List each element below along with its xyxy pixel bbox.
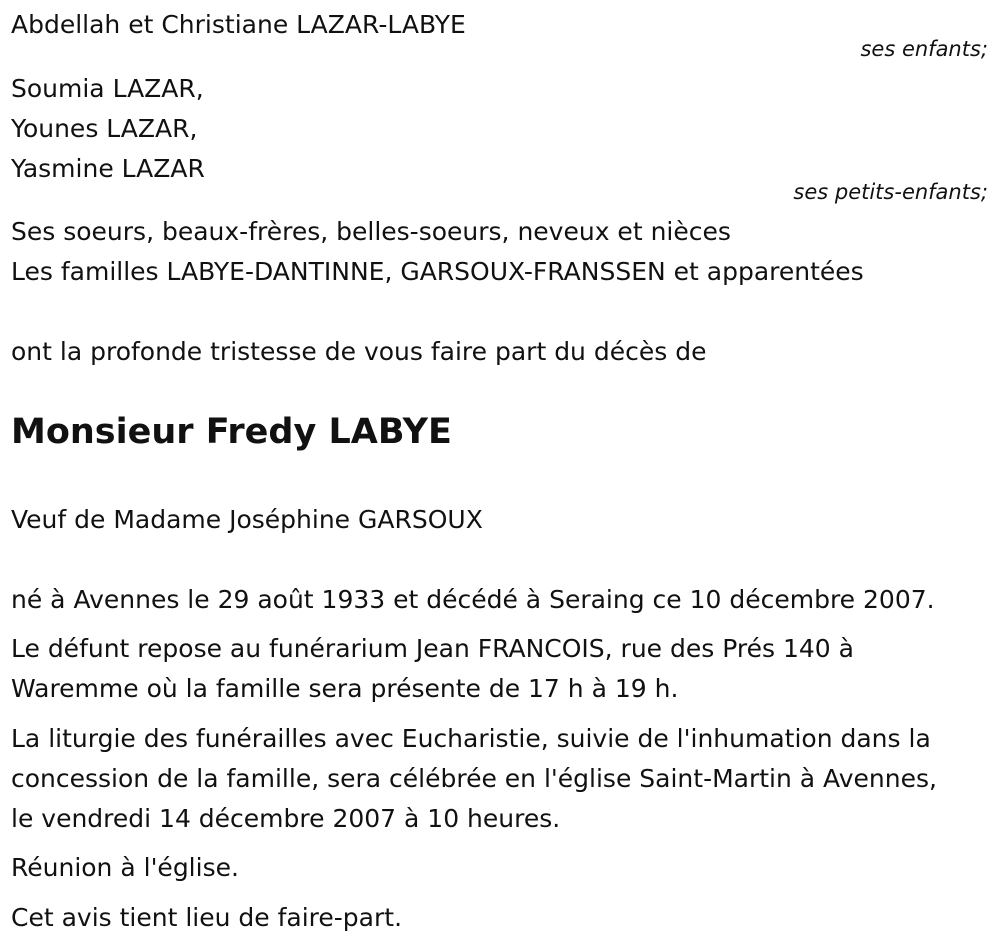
deceased-name: Monsieur Fredy LABYE [11, 412, 452, 452]
grandchild-line: Younes LAZAR, [11, 114, 198, 143]
siblings-line: Ses soeurs, beaux-frères, belles-soeurs, neveux et nièces [11, 217, 731, 246]
children-line: Abdellah et Christiane LAZAR-LABYE [11, 10, 466, 39]
closing-line: Cet avis tient lieu de faire-part. [11, 903, 403, 932]
meeting-line: Réunion à l'église. [11, 853, 239, 882]
birth-death-line: né à Avennes le 29 août 1933 et décédé à Seraing ce 10 décembre 2007. [11, 585, 935, 614]
widower-line: Veuf de Madame Joséphine GARSOUX [11, 505, 483, 534]
liturgy-line: La liturgie des funérailles avec Eucharistie, suivie de l'inhumation dans la [11, 724, 931, 753]
children-role: ses enfants; [860, 37, 988, 61]
intro-line: ont la profonde tristesse de vous faire part du décès de [11, 337, 707, 366]
repose-line: Le défunt repose au funérarium Jean FRANCOIS, rue des Prés 140 à [11, 634, 854, 663]
repose-line: Waremme où la famille sera présente de 17 h à 19 h. [11, 674, 679, 703]
liturgy-line: le vendredi 14 décembre 2007 à 10 heures. [11, 804, 561, 833]
grandchild-line: Yasmine LAZAR [11, 154, 205, 183]
grandchild-line: Soumia LAZAR, [11, 74, 204, 103]
families-line: Les familles LABYE-DANTINNE, GARSOUX-FRANSSEN et apparentées [11, 257, 864, 286]
grandchildren-role: ses petits-enfants; [793, 180, 988, 204]
liturgy-line: concession de la famille, sera célébrée en l'église Saint-Martin à Avennes, [11, 764, 937, 793]
